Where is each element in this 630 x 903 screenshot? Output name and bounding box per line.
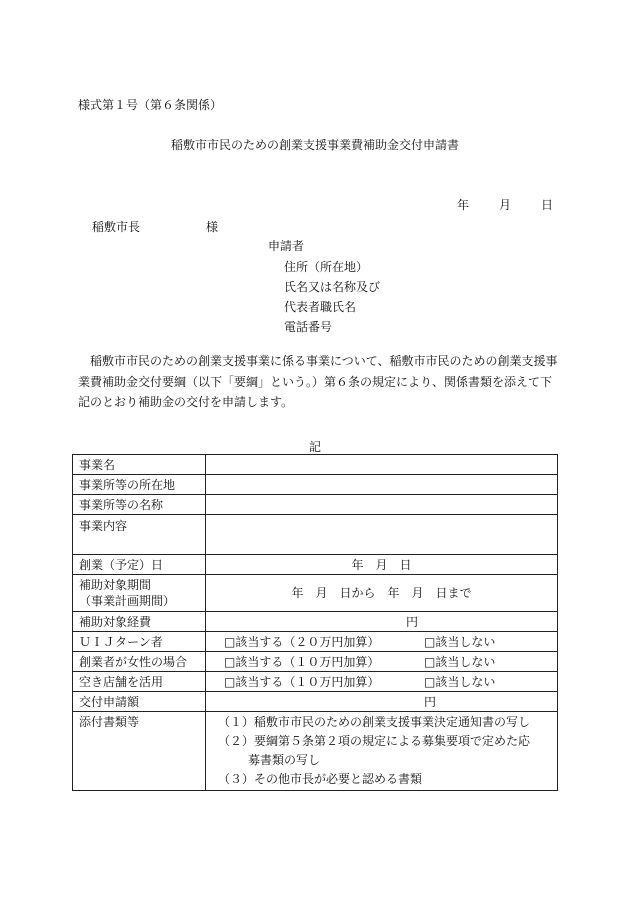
applicant-name-line1: 氏名又は名称及び (284, 280, 381, 294)
document-title: 稲敷市市民のための創業支援事業費補助金交付申請書 (170, 138, 459, 152)
female-label: 創業者が女性の場合 (73, 652, 206, 672)
applicant-heading: 申請者 (268, 239, 305, 253)
content-label: 事業内容 (73, 515, 206, 555)
form-number: 様式第１号（第６条関係） (78, 98, 223, 112)
ki-heading: 記 (308, 440, 321, 454)
expense-label: 補助対象経費 (73, 612, 206, 632)
date-day: 日 (541, 198, 554, 212)
applicant-address: 住所（所在地） (284, 260, 369, 274)
attachment-1: （１）稲敷市市民のための創業支援事業決定通知書の写し (218, 715, 531, 729)
date-line (457, 196, 553, 213)
addressee-name: 稲敷市長 (92, 220, 141, 234)
table-row (73, 515, 558, 555)
application-table (72, 454, 558, 791)
start-date-label: 創業（予定）日 (73, 555, 206, 575)
vacant-no-checkbox[interactable]: □該当しない (424, 674, 496, 689)
period-label-line1: 補助対象期間 (79, 578, 152, 592)
uij-label: ＵＩＪターン者 (73, 632, 206, 652)
period-label (73, 575, 206, 612)
attachment-2a: （２）要綱第５条第２項の規定による募集要項で定めた応 (218, 734, 531, 748)
table-row (73, 495, 558, 515)
table-row (73, 555, 558, 575)
attachments-list (206, 712, 558, 791)
period-value[interactable]: 年 月 日から 年 月 日まで (206, 575, 558, 612)
uij-no-checkbox[interactable]: □該当しない (424, 634, 496, 649)
apply-amount-yen[interactable]: 円 (206, 692, 558, 712)
location-value[interactable] (206, 475, 558, 495)
date-year: 年 (457, 198, 470, 212)
apply-amount-label: 交付申請額 (73, 692, 206, 712)
addressee (92, 218, 218, 235)
applicant-name-line2: 代表者職氏名 (284, 300, 357, 314)
table-row (73, 632, 558, 652)
table-row (73, 672, 558, 692)
date-month: 月 (499, 198, 512, 212)
table-row (73, 712, 558, 791)
female-options (206, 652, 558, 672)
uij-yes-checkbox[interactable]: □該当する（２０万円加算） (224, 634, 380, 649)
start-date-value[interactable]: 年 月 日 (206, 555, 558, 575)
business-name-label: 事業名 (73, 455, 206, 475)
vacant-yes-checkbox[interactable]: □該当する（１０万円加算） (224, 674, 380, 689)
female-no-checkbox[interactable]: □該当しない (424, 654, 496, 669)
table-row (73, 612, 558, 632)
attachment-3: （３）その他市長が必要と認める書類 (218, 772, 423, 786)
location-label: 事業所等の所在地 (73, 475, 206, 495)
attachment-2b: 募書類の写し (248, 753, 321, 767)
vacant-label: 空き店舗を活用 (73, 672, 206, 692)
expense-yen[interactable]: 円 (206, 612, 558, 632)
body-text: 稲敷市市民のための創業支援事業に係る事業について、稲敷市市民のための創業支援事業費補助金交付要綱（以下「要綱」という。）第６条の規定により、関係書類を添えて下記のとおり補助金の交付を申請します。 (78, 354, 558, 409)
table-row (73, 475, 558, 495)
addressee-honorific: 様 (206, 220, 219, 234)
female-yes-checkbox[interactable]: □該当する（１０万円加算） (224, 654, 380, 669)
table-row (73, 692, 558, 712)
vacant-options (206, 672, 558, 692)
attachments-label: 添付書類等 (73, 712, 206, 791)
table-row (73, 575, 558, 612)
business-name-value[interactable] (206, 455, 558, 475)
content-value[interactable] (206, 515, 558, 555)
applicant-phone: 電話番号 (284, 320, 333, 334)
table-row (73, 652, 558, 672)
office-name-value[interactable] (206, 495, 558, 515)
table-row (73, 455, 558, 475)
office-name-label: 事業所等の名称 (73, 495, 206, 515)
uij-options (206, 632, 558, 652)
period-label-line2: （事業計画期間） (79, 594, 176, 608)
